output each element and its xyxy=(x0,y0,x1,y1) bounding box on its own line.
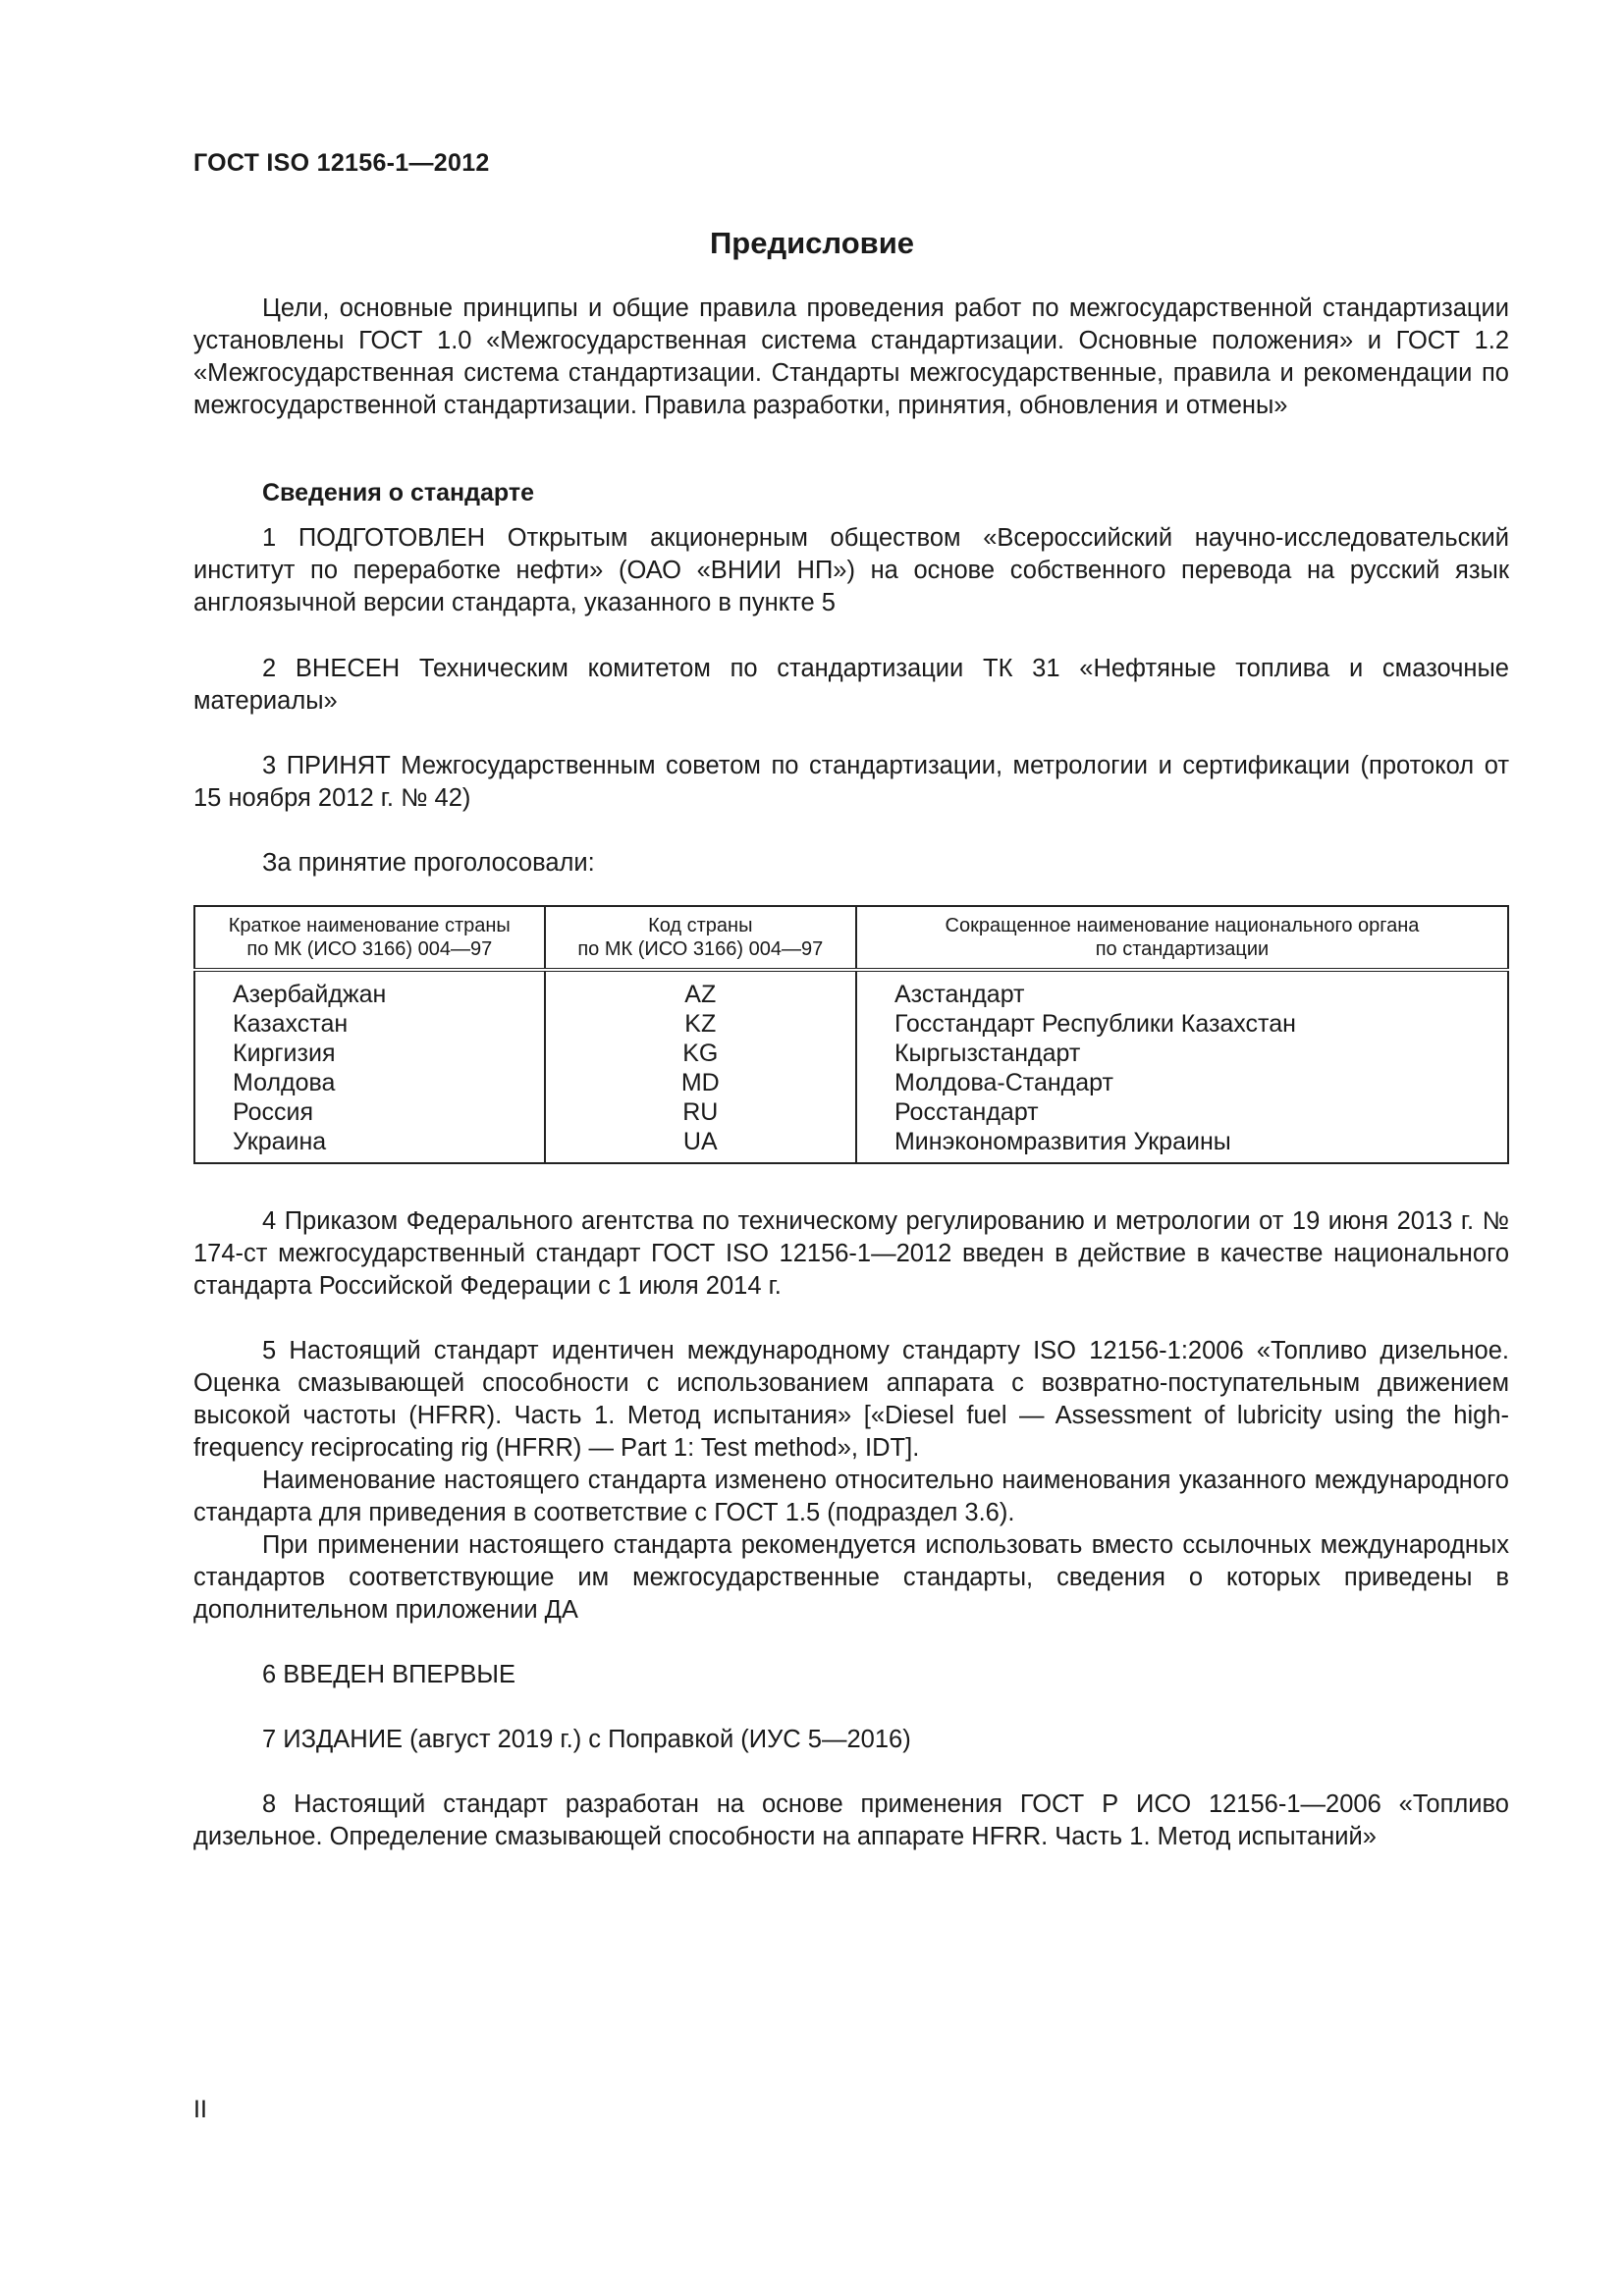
table-row xyxy=(194,1127,1508,1163)
table-row xyxy=(194,1097,1508,1127)
column-header-organ xyxy=(856,906,1508,970)
paragraph-5: 5 Настоящий стандарт идентичен международному стандарту ISO 12156-1:2006 «Топливо дизельное. Оценка смазывающей способности с использованием аппарата с возвратно-поступательным движением высокой частоты (HFRR). Часть 1. Метод испытания» [«Diesel fuel — Assessment of lubricity using the high-frequency reciprocating rig (HFRR) — Part 1: Test method», IDT]. xyxy=(193,1337,1509,1462)
section-title: Предисловие xyxy=(709,226,914,260)
country-cell: Киргизия xyxy=(194,1039,545,1068)
column-header-code xyxy=(545,906,856,970)
page-number: II xyxy=(193,2096,207,2123)
paragraph-6: 6 ВВЕДЕН ВПЕРВЫЕ xyxy=(262,1661,516,1688)
table-header-row xyxy=(194,906,1508,970)
code-cell: RU xyxy=(545,1097,856,1127)
header-line: Краткое наименование страны xyxy=(228,915,511,936)
table-row xyxy=(194,970,1508,1009)
paragraph-5-reference: При применении настоящего стандарта рекомендуется использовать вместо ссылочных международных стандартов соответствующие им межгосударственные стандарты, сведения о которых приведены в дополнительном приложении ДА xyxy=(193,1531,1509,1624)
country-cell: Азербайджан xyxy=(194,970,545,1009)
organ-cell: Азстандарт xyxy=(893,981,1025,1008)
voted-label: За принятие проголосовали: xyxy=(262,849,595,877)
header-line: по МК (ИСО 3166) 004—97 xyxy=(577,938,824,960)
organ-cell: Кыргызстандарт xyxy=(893,1040,1081,1067)
country-cell: Россия xyxy=(194,1097,545,1127)
code-cell: MD xyxy=(545,1068,856,1097)
column-header-country xyxy=(194,906,545,970)
paragraph-8: 8 Настоящий стандарт разработан на основе применения ГОСТ Р ИСО 12156-1—2006 «Топливо дизельное. Определение смазывающей способности на аппарате HFRR. Часть 1. Метод испытаний» xyxy=(193,1790,1509,1850)
organ-cell: Росстандарт xyxy=(893,1098,1039,1126)
table-row xyxy=(194,1039,1508,1068)
code-cell: AZ xyxy=(545,970,856,1009)
code-cell: KZ xyxy=(545,1009,856,1039)
table-row xyxy=(194,1068,1508,1097)
paragraph-7: 7 ИЗДАНИЕ (август 2019 г.) с Поправкой (ИУС 5—2016) xyxy=(262,1726,911,1753)
header-line: Сокращенное наименование национального органа xyxy=(945,915,1420,936)
code-cell: UA xyxy=(545,1127,856,1163)
country-cell: Молдова xyxy=(194,1068,545,1097)
organ-cell: Минэкономразвития Украины xyxy=(893,1128,1231,1155)
paragraph-4: 4 Приказом Федерального агентства по техническому регулированию и метрологии от 19 июня 2013 г. № 174-ст межгосударственный стандарт ГОСТ ISO 12156-1—2012 введен в действие в качестве национального стандарта Российской Федерации с 1 июля 2014 г. xyxy=(193,1207,1509,1300)
header-line: по МК (ИСО 3166) 004—97 xyxy=(246,938,493,960)
country-cell: Казахстан xyxy=(194,1009,545,1039)
subheading: Сведения о стандарте xyxy=(262,479,535,507)
header-line: Код страны xyxy=(648,915,753,936)
voting-table xyxy=(193,905,1509,1164)
paragraph-1: 1 ПОДГОТОВЛЕН Открытым акционерным обществом «Всероссийский научно-исследовательский институт по переработке нефти» (ОАО «ВНИИ НП») на основе собственного перевода на русский язык англоязычной версии стандарта, указанного в пункте 5 xyxy=(193,524,1509,616)
code-cell: KG xyxy=(545,1039,856,1068)
document-header: ГОСТ ISO 12156-1—2012 xyxy=(193,149,490,177)
organ-cell: Молдова-Стандарт xyxy=(893,1069,1113,1096)
organ-cell: Госстандарт Республики Казахстан xyxy=(893,1010,1296,1038)
paragraph-2: 2 ВНЕСЕН Техническим комитетом по стандартизации ТК 31 «Нефтяные топлива и смазочные материалы» xyxy=(193,655,1509,715)
paragraph-3: 3 ПРИНЯТ Межгосударственным советом по стандартизации, метрологии и сертификации (протокол от 15 ноября 2012 г. № 42) xyxy=(193,752,1509,812)
header-line: по стандартизации xyxy=(1095,938,1270,960)
paragraph-5-note: Наименование настоящего стандарта изменено относительно наименования указанного международного стандарта для приведения в соответствие с ГОСТ 1.5 (подраздел 3.6). xyxy=(193,1467,1509,1526)
intro-paragraph: Цели, основные принципы и общие правила проведения работ по межгосударственной стандартизации установлены ГОСТ 1.0 «Межгосударственная система стандартизации. Основные положения» и ГОСТ 1.2 «Межгосударственная система стандартизации. Стандарты межгосударственные, правила и рекомендации по межгосударственной стандартизации. Правила разработки, принятия, обновления и отмены» xyxy=(193,294,1509,419)
country-cell: Украина xyxy=(194,1127,545,1163)
table-row xyxy=(194,1009,1508,1039)
